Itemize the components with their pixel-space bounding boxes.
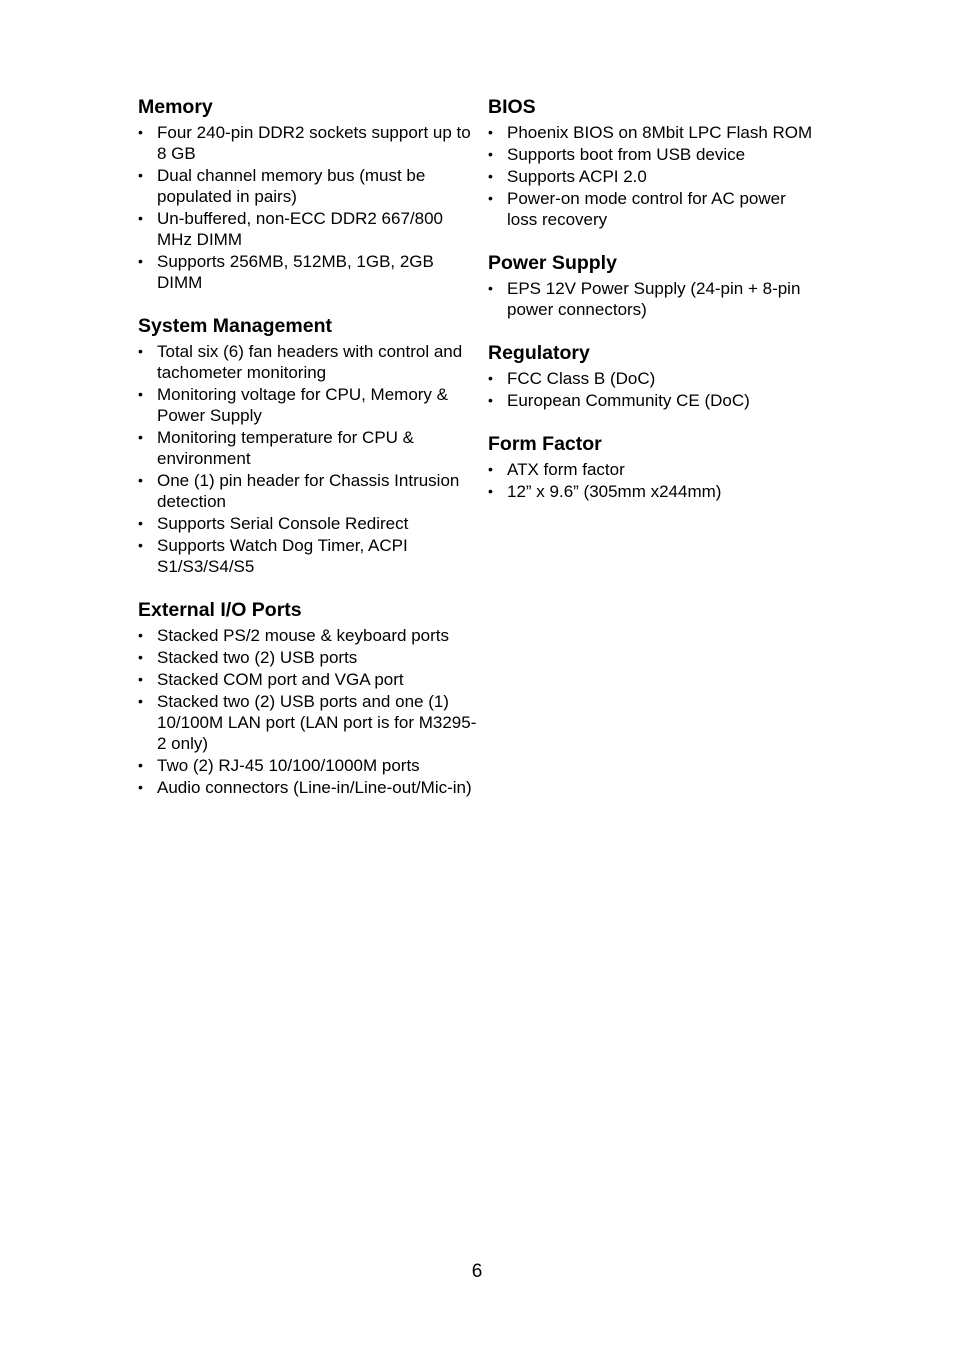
bullet-icon: •: [488, 146, 493, 162]
bullet-icon: •: [488, 168, 493, 184]
bullet-list: [138, 625, 478, 798]
bullet-icon: •: [488, 392, 493, 408]
right-column: [488, 96, 818, 524]
bullet-icon: •: [488, 280, 493, 296]
bullet-icon: •: [138, 472, 143, 488]
bullet-list: [488, 122, 818, 230]
list-item: • Total six (6) fan headers with control and tachometer monitoring: [138, 342, 463, 382]
list-item: • Phoenix BIOS on 8Mbit LPC Flash ROM: [488, 123, 813, 142]
bullet-list: [138, 341, 478, 577]
list-item: • Un-buffered, non-ECC DDR2 667/800 MHz DIMM: [138, 209, 444, 249]
list-item: • Four 240-pin DDR2 sockets support up to 8 GB: [138, 123, 471, 163]
list-item: • Two (2) RJ-45 10/100/1000M ports: [138, 756, 420, 775]
memory-section: [138, 96, 478, 293]
page-number: 6: [471, 1261, 483, 1282]
bullet-icon: •: [138, 671, 143, 687]
external-io-section: [138, 599, 478, 798]
section-title: System Management: [138, 315, 332, 337]
bullet-icon: •: [138, 343, 143, 359]
bullet-icon: •: [138, 515, 143, 531]
list-item: • European Community CE (DoC): [488, 391, 750, 410]
section-title: Memory: [138, 96, 213, 118]
list-item: • Stacked two (2) USB ports and one (1) 10/100M LAN port (LAN port is for M3295-2 only): [138, 692, 477, 753]
bullet-icon: •: [138, 627, 143, 643]
bullet-icon: •: [138, 253, 143, 269]
list-item: • Audio connectors (Line-in/Line-out/Mic-in): [138, 778, 472, 797]
bullet-icon: •: [138, 649, 143, 665]
bullet-icon: •: [488, 370, 493, 386]
regulatory-section: [488, 342, 818, 411]
bullet-icon: •: [488, 461, 493, 477]
left-column: [138, 96, 478, 820]
bullet-list: [488, 278, 818, 320]
list-item: • Monitoring voltage for CPU, Memory & Power Supply: [138, 385, 448, 425]
list-item: • 12” x 9.6” (305mm x244mm): [488, 482, 722, 501]
list-item: • Stacked PS/2 mouse & keyboard ports: [138, 626, 449, 645]
list-item: • FCC Class B (DoC): [488, 369, 656, 388]
bullet-icon: •: [138, 386, 143, 402]
bullet-icon: •: [138, 429, 143, 445]
section-title: External I/O Ports: [138, 599, 302, 621]
list-item: • ATX form factor: [488, 460, 625, 479]
section-title: Power Supply: [488, 252, 617, 274]
bios-section: [488, 96, 818, 230]
bullet-icon: •: [138, 210, 143, 226]
bullet-icon: •: [138, 124, 143, 140]
form-factor-section: [488, 433, 818, 502]
list-item: • Supports Watch Dog Timer, ACPI S1/S3/S4/S5: [138, 536, 408, 576]
system-management-section: [138, 315, 478, 577]
bullet-icon: •: [488, 190, 493, 206]
list-item: • Supports 256MB, 512MB, 1GB, 2GB DIMM: [138, 252, 434, 292]
list-item: • Dual channel memory bus (must be populated in pairs): [138, 166, 426, 206]
bullet-icon: •: [138, 537, 143, 553]
bullet-icon: •: [488, 124, 493, 140]
section-title: Form Factor: [488, 433, 602, 455]
list-item: • Supports Serial Console Redirect: [138, 514, 409, 533]
list-item: • Stacked two (2) USB ports: [138, 648, 358, 667]
bullet-icon: •: [138, 779, 143, 795]
list-item: • Monitoring temperature for CPU & environment: [138, 428, 414, 468]
power-supply-section: [488, 252, 818, 320]
bullet-list: [138, 122, 478, 293]
bullet-icon: •: [138, 693, 143, 709]
list-item: • Power-on mode control for AC power loss recovery: [488, 189, 786, 229]
list-item: • EPS 12V Power Supply (24-pin + 8-pin power connectors): [488, 279, 801, 319]
list-item: • Supports boot from USB device: [488, 145, 746, 164]
section-title: BIOS: [488, 96, 536, 118]
bullet-icon: •: [138, 757, 143, 773]
list-item: • Supports ACPI 2.0: [488, 167, 647, 186]
list-item: • One (1) pin header for Chassis Intrusion detection: [138, 471, 460, 511]
list-item: • Stacked COM port and VGA port: [138, 670, 404, 689]
section-title: Regulatory: [488, 342, 590, 364]
bullet-list: [488, 459, 818, 502]
bullet-icon: •: [138, 167, 143, 183]
bullet-list: [488, 368, 818, 411]
bullet-icon: •: [488, 483, 493, 499]
